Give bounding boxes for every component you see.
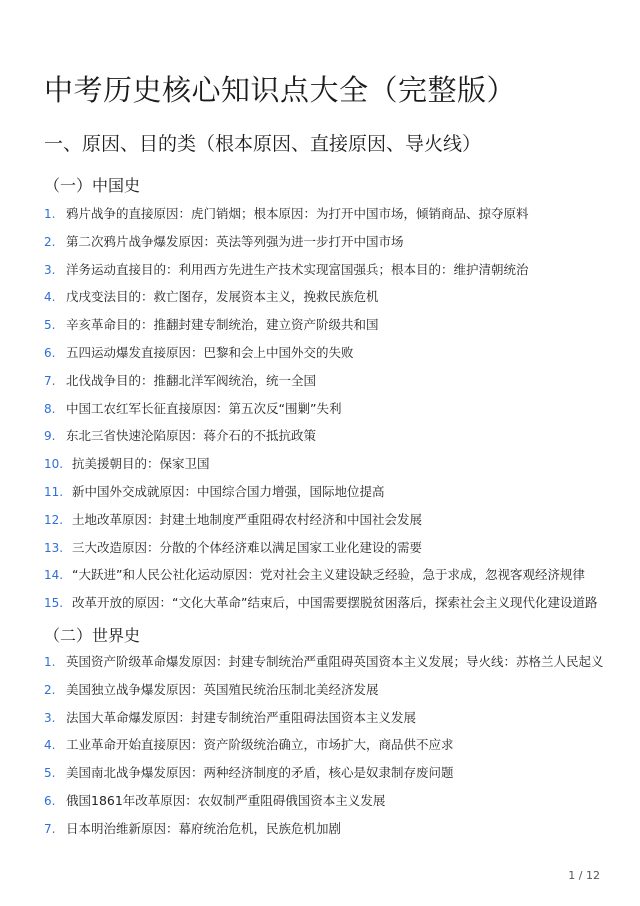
page-number: 1 / 12	[568, 869, 600, 882]
document-title: 中考历史核心知识点大全（完整版）	[44, 73, 517, 107]
item-number: 10.	[44, 457, 64, 472]
item-number: 13.	[44, 540, 64, 555]
item-text: 中国工农红军长征直接原因：第五次反“围剿”失利	[66, 400, 342, 416]
item-text: 抗美援朝目的：保家卫国	[72, 456, 210, 472]
item-number: 3.	[44, 262, 56, 277]
item-number: 9.	[44, 429, 56, 444]
list-item	[44, 817, 624, 845]
item-text: 日本明治维新原因：幕府统治危机，民族危机加剧	[66, 820, 342, 836]
list-item	[44, 258, 624, 286]
item-number: 3.	[44, 710, 56, 725]
item-number: 15.	[44, 596, 64, 611]
item-text: 洋务运动直接目的：利用西方先进生产技术实现富国强兵；根本目的：维护清朝统治	[66, 261, 529, 277]
list-item	[44, 341, 624, 369]
section-title: 一、原因、目的类（根本原因、直接原因、导火线）	[44, 133, 482, 155]
list-item	[44, 591, 624, 619]
item-text: 法国大革命爆发原因：封建专制统治严重阻碍法国资本主义发展	[66, 709, 417, 725]
subsection-title-world: （二）世界史	[44, 626, 141, 645]
list-item	[44, 230, 624, 258]
item-number: 1.	[44, 207, 56, 221]
item-number: 6.	[44, 345, 56, 360]
item-text: “大跃进”和人民公社化运动原因：党对社会主义建设缺乏经验，急于求成，忽视客观经济规律	[72, 567, 585, 583]
item-number: 5.	[44, 318, 56, 333]
item-number: 7.	[44, 373, 56, 388]
item-text: 改革开放的原因：“文化大革命”结束后，中国需要摆脱贫困落后，探索社会主义现代化建设道路	[72, 595, 598, 611]
item-number: 2.	[44, 234, 56, 249]
list-item	[44, 563, 624, 591]
item-text: 三大改造原因：分散的个体经济难以满足国家工业化建设的需要	[72, 539, 423, 555]
item-text: 东北三省快速沦陷原因：蒋介石的不抵抗政策	[66, 428, 317, 444]
list-item	[44, 369, 624, 397]
list-item	[44, 733, 624, 761]
item-text: 戊戌变法目的：救亡图存，发展资本主义，挽救民族危机	[66, 289, 379, 305]
item-text: 土地改革原因：封建土地制度严重阻碍农村经济和中国社会发展	[72, 511, 423, 527]
list-item	[44, 313, 624, 341]
item-text: 五四运动爆发直接原因：巴黎和会上中国外交的失败	[66, 344, 354, 360]
subsection-title-china: （一）中国史	[44, 176, 141, 195]
list-item	[44, 397, 624, 425]
item-text: 美国南北战争爆发原因：两种经济制度的矛盾，核心是奴隶制存废问题	[66, 765, 454, 781]
item-number: 14.	[44, 568, 64, 583]
item-number: 1.	[44, 655, 56, 669]
item-number: 4.	[44, 738, 56, 753]
item-text: 辛亥革命目的：推翻封建专制统治，建立资产阶级共和国	[66, 317, 379, 333]
item-number: 2.	[44, 682, 56, 697]
list-item	[44, 789, 624, 817]
list-item	[44, 536, 624, 564]
list-item	[44, 452, 624, 480]
list-item	[44, 202, 624, 230]
item-number: 11.	[44, 484, 64, 499]
item-text: 美国独立战争爆发原因：英国殖民统治压制北美经济发展	[66, 681, 379, 697]
item-number: 8.	[44, 401, 56, 416]
item-text: 新中国外交成就原因：中国综合国力增强，国际地位提高	[72, 483, 385, 499]
list-item	[44, 650, 624, 678]
list-item	[44, 285, 624, 313]
item-number: 7.	[44, 821, 56, 836]
item-number: 4.	[44, 290, 56, 305]
list-item	[44, 678, 624, 706]
item-text: 英国资产阶级革命爆发原因：封建专制统治严重阻碍英国资本主义发展；导火线：苏格兰人民起义	[66, 654, 604, 669]
world-history-list	[44, 650, 624, 845]
china-history-list	[44, 202, 624, 619]
item-text: 鸦片战争的直接原因：虎门销烟；根本原因：为打开中国市场，倾销商品、掠夺原料	[66, 206, 529, 221]
item-text: 工业革命开始直接原因：资产阶级统治确立，市场扩大，商品供不应求	[66, 737, 454, 753]
list-item	[44, 480, 624, 508]
item-text: 北伐战争目的：推翻北洋军阀统治，统一全国	[66, 372, 317, 388]
item-number: 5.	[44, 766, 56, 781]
item-text: 第二次鸦片战争爆发原因：英法等列强为进一步打开中国市场	[66, 233, 404, 249]
list-item	[44, 424, 624, 452]
item-text: 俄国1861年改革原因：农奴制严重阻碍俄国资本主义发展	[66, 792, 386, 808]
list-item	[44, 706, 624, 734]
list-item	[44, 761, 624, 789]
list-item	[44, 508, 624, 536]
item-number: 6.	[44, 793, 56, 808]
item-number: 12.	[44, 512, 64, 527]
